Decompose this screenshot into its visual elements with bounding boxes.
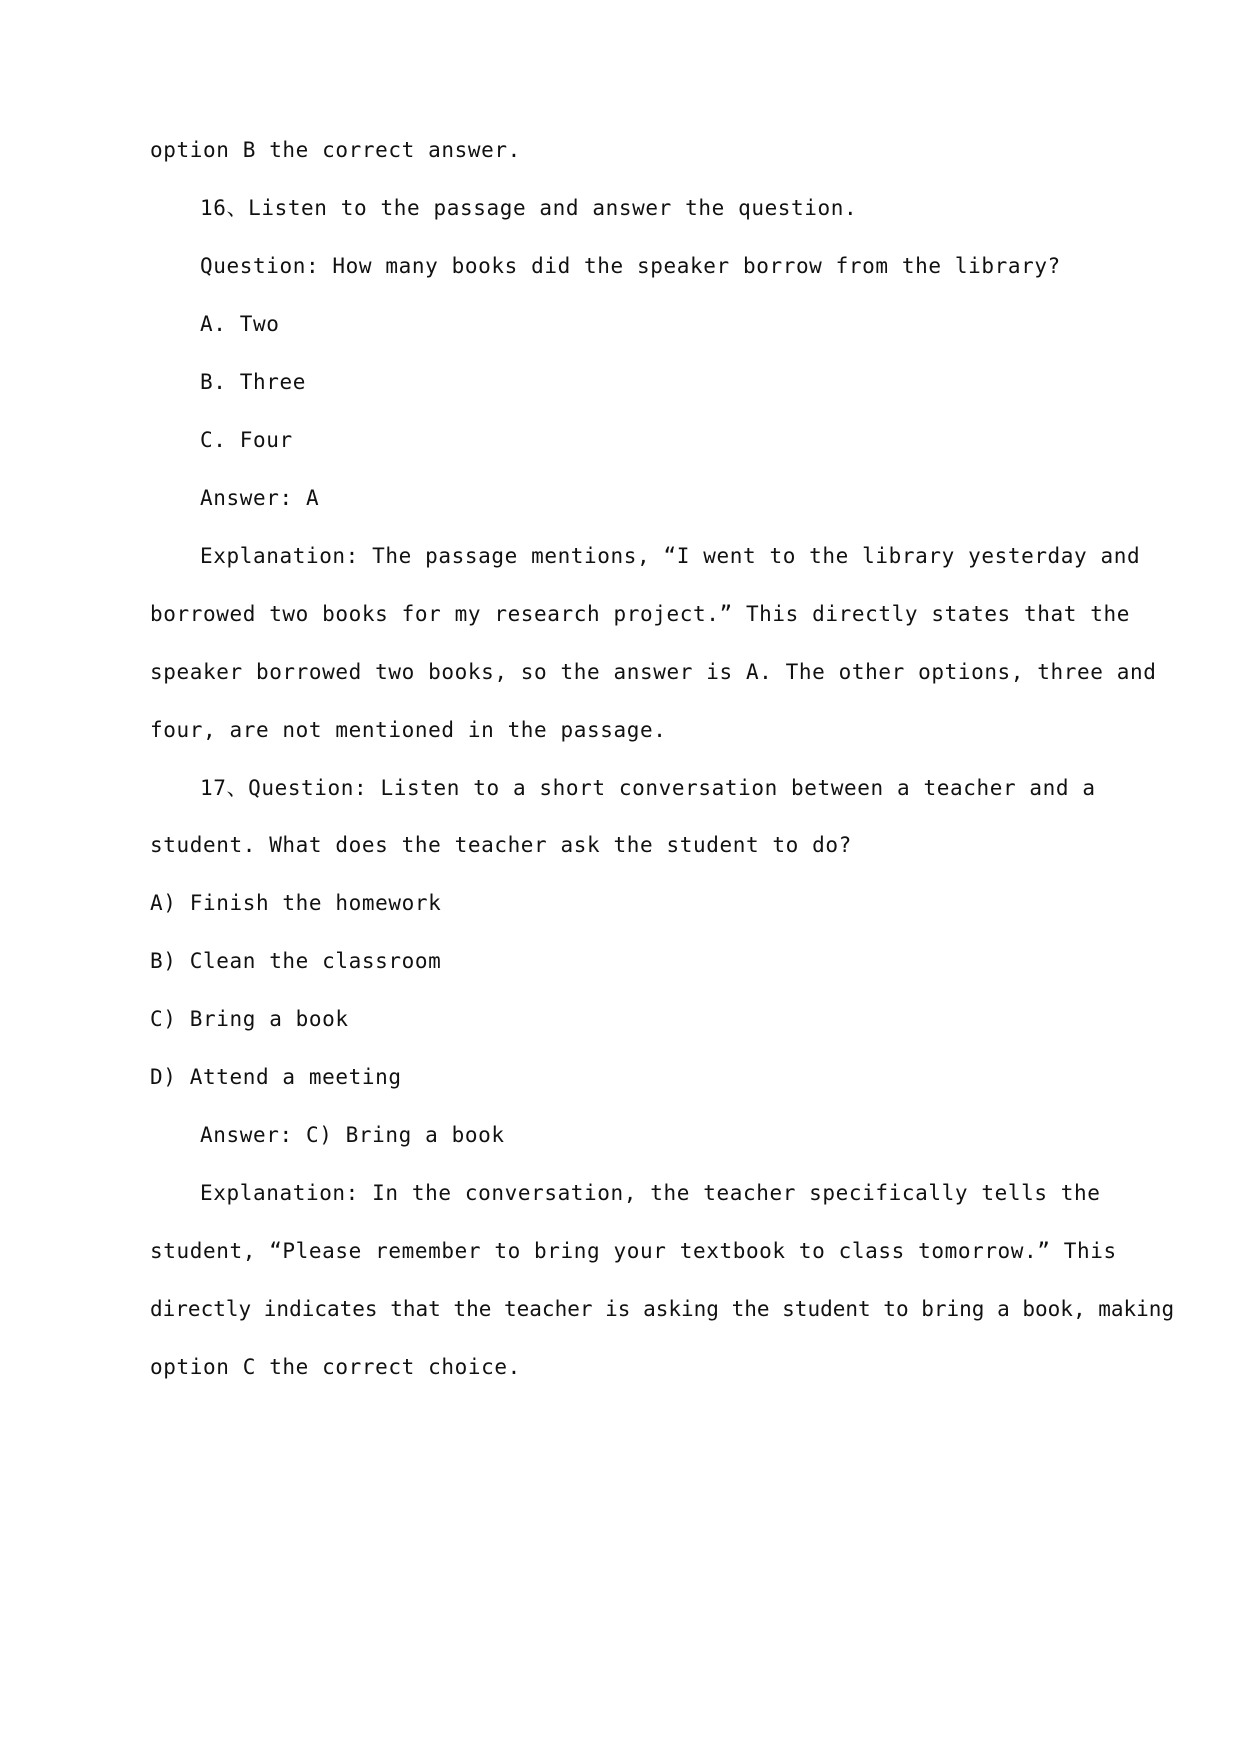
q16-option-a: A. Two: [200, 312, 280, 336]
q17-option-c: C) Bring a book: [150, 1007, 349, 1031]
q17-option-a: A) Finish the homework: [150, 891, 442, 915]
q17-explanation-line: Explanation: In the conversation, the teacher specifically tells the: [200, 1181, 1101, 1205]
q17-explanation-line: directly indicates that the teacher is asking the student to bring a book, making: [150, 1297, 1175, 1321]
q16-explanation-line: Explanation: The passage mentions, “I went to the library yesterday and: [200, 544, 1141, 568]
q16-option-b: B. Three: [200, 370, 306, 394]
q17-option-b: B) Clean the classroom: [150, 949, 442, 973]
q16-explanation-line: speaker borrowed two books, so the answer is A. The other options, three and: [150, 660, 1157, 684]
q17-option-d: D) Attend a meeting: [150, 1065, 402, 1089]
q17-question-line: student. What does the teacher ask the student to do?: [150, 833, 852, 857]
q17-explanation-line: option C the correct choice.: [150, 1355, 521, 1379]
carryover-line: option B the correct answer.: [150, 138, 521, 162]
q16-heading: 16、Listen to the passage and answer the question.: [200, 196, 858, 220]
q16-answer: Answer: A: [200, 486, 320, 510]
q16-option-c: C. Four: [200, 428, 293, 452]
q16-question: Question: How many books did the speaker borrow from the library?: [200, 254, 1061, 278]
q16-explanation-line: borrowed two books for my research project.” This directly states that the: [150, 602, 1130, 626]
q16-explanation-line: four, are not mentioned in the passage.: [150, 718, 667, 742]
q17-answer: Answer: C) Bring a book: [200, 1123, 505, 1147]
q17-explanation-line: student, “Please remember to bring your textbook to class tomorrow.” This: [150, 1239, 1117, 1263]
q17-question-line: 17、Question: Listen to a short conversation between a teacher and a: [200, 776, 1096, 800]
